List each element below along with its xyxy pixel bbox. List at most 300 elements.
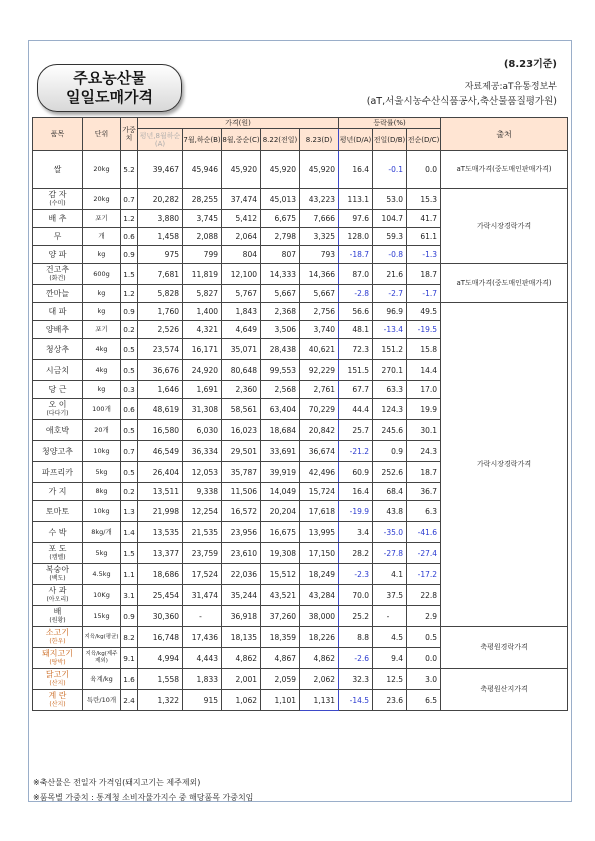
item-weight: 0.9 <box>121 246 138 264</box>
item-name <box>33 246 83 264</box>
cell-d: 18,249 <box>300 564 339 585</box>
cell-r1: 16.4 <box>339 483 373 501</box>
cell-p: 16,675 <box>261 522 300 543</box>
cell-r1: 67.7 <box>339 381 373 399</box>
cell-b: 23,759 <box>183 543 222 564</box>
cell-d: 4,862 <box>300 648 339 669</box>
item-unit: 20kg <box>83 151 121 189</box>
item-unit: 10kg <box>83 441 121 462</box>
item-name-sub: (탕박) <box>49 659 66 666</box>
cell-r1: 70.0 <box>339 585 373 606</box>
cell-a: 26,404 <box>138 462 183 483</box>
cell-r3: 36.7 <box>407 483 441 501</box>
item-weight: 0.6 <box>121 228 138 246</box>
cell-c: 1,062 <box>222 690 261 711</box>
cell-r2: 96.9 <box>373 303 407 321</box>
item-name <box>33 228 83 246</box>
cell-r2: 252.6 <box>373 462 407 483</box>
item-name <box>33 285 83 303</box>
item-name <box>33 648 83 669</box>
cell-b: 1,400 <box>183 303 222 321</box>
cell-d: 14,366 <box>300 264 339 285</box>
cell-b: 2,088 <box>183 228 222 246</box>
cell-c: 16,023 <box>222 420 261 441</box>
cell-c: 2,064 <box>222 228 261 246</box>
item-name-main: 깐마늘 <box>45 289 70 298</box>
cell-c: 18,135 <box>222 627 261 648</box>
item-name-main: 애호박 <box>45 425 70 435</box>
item-weight: 0.9 <box>121 303 138 321</box>
cell-r2: 124.3 <box>373 399 407 420</box>
item-unit: 5kg <box>83 543 121 564</box>
item-weight: 0.9 <box>121 606 138 627</box>
item-unit: 포기 <box>83 210 121 228</box>
item-name-sub: (수미) <box>49 200 66 207</box>
cell-r2: 53.0 <box>373 189 407 210</box>
cell-a: 1,646 <box>138 381 183 399</box>
cell-r2: 63.3 <box>373 381 407 399</box>
cell-b: 9,338 <box>183 483 222 501</box>
item-name-sub: (산지) <box>49 680 66 687</box>
source-note: 축평원산지가격 <box>441 669 568 711</box>
cell-d: 7,666 <box>300 210 339 228</box>
cell-a: 1,322 <box>138 690 183 711</box>
cell-r1: 3.4 <box>339 522 373 543</box>
item-name <box>33 627 83 648</box>
item-name-main: 시금치 <box>45 365 70 375</box>
item-unit: 20kg <box>83 189 121 210</box>
cell-r3: 17.0 <box>407 381 441 399</box>
cell-c: 804 <box>222 246 261 264</box>
cell-r2: 151.2 <box>373 339 407 360</box>
item-name-main: 건고추 <box>45 265 70 274</box>
cell-r1: 16.4 <box>339 151 373 189</box>
cell-r1: 28.2 <box>339 543 373 564</box>
cell-p: 3,506 <box>261 321 300 339</box>
cell-r3: -1.3 <box>407 246 441 264</box>
item-unit: 지육/kg(제주제외) <box>83 648 121 669</box>
item-name-main: 닭고기 <box>45 670 70 679</box>
cell-a: 16,580 <box>138 420 183 441</box>
item-name <box>33 210 83 228</box>
item-unit: 15kg <box>83 606 121 627</box>
item-name-sub: (백도) <box>49 575 66 582</box>
cell-r3: 18.7 <box>407 264 441 285</box>
cell-c: 1,843 <box>222 303 261 321</box>
cell-r3: -27.4 <box>407 543 441 564</box>
cell-c: 16,572 <box>222 501 261 522</box>
item-weight: 3.1 <box>121 585 138 606</box>
item-unit: 4kg <box>83 360 121 381</box>
item-name <box>33 462 83 483</box>
cell-b: 21,535 <box>183 522 222 543</box>
cell-a: 7,681 <box>138 264 183 285</box>
cell-p: 63,404 <box>261 399 300 420</box>
cell-c: 45,920 <box>222 151 261 189</box>
cell-a: 20,282 <box>138 189 183 210</box>
cell-p: 807 <box>261 246 300 264</box>
cell-r1: 113.1 <box>339 189 373 210</box>
table-row <box>33 303 568 321</box>
cell-a: 4,994 <box>138 648 183 669</box>
cell-d: 15,724 <box>300 483 339 501</box>
cell-d: 43,284 <box>300 585 339 606</box>
cell-d: 3,740 <box>300 321 339 339</box>
cell-d: 38,000 <box>300 606 339 627</box>
cell-b: 24,920 <box>183 360 222 381</box>
item-name-main: 파프리카 <box>42 467 73 477</box>
cell-c: 35,244 <box>222 585 261 606</box>
cell-b: 4,443 <box>183 648 222 669</box>
cell-a: 5,828 <box>138 285 183 303</box>
item-weight: 0.3 <box>121 381 138 399</box>
item-name <box>33 543 83 564</box>
item-weight: 1.3 <box>121 501 138 522</box>
cell-c: 35,787 <box>222 462 261 483</box>
col-item: 품목 <box>33 118 83 151</box>
item-name-main: 돼지고기 <box>42 649 73 658</box>
source-line-1: 자료제공:aT유통정보부 <box>464 82 557 92</box>
cell-r2: 12.5 <box>373 669 407 690</box>
cell-p: 14,049 <box>261 483 300 501</box>
cell-d: 5,667 <box>300 285 339 303</box>
item-name-main: 가 지 <box>48 487 67 496</box>
item-unit: 지육/kg(평균) <box>83 627 121 648</box>
cell-d: 36,674 <box>300 441 339 462</box>
item-weight: 0.7 <box>121 441 138 462</box>
cell-r1: -2.6 <box>339 648 373 669</box>
item-name <box>33 339 83 360</box>
item-unit: 포기 <box>83 321 121 339</box>
item-name-main: 수 박 <box>48 527 67 537</box>
cell-p: 6,675 <box>261 210 300 228</box>
item-weight: 1.5 <box>121 264 138 285</box>
cell-r1: 128.0 <box>339 228 373 246</box>
cell-p: 99,553 <box>261 360 300 381</box>
col-chg-dec: 전순(D/C) <box>407 129 441 151</box>
item-weight: 9.1 <box>121 648 138 669</box>
col-unit: 단위 <box>83 118 121 151</box>
cell-a: 30,360 <box>138 606 183 627</box>
cell-r3: 0.5 <box>407 627 441 648</box>
cell-d: 20,842 <box>300 420 339 441</box>
item-unit: kg <box>83 303 121 321</box>
item-unit: 10kg <box>83 501 121 522</box>
cell-p: 18,684 <box>261 420 300 441</box>
item-name-main: 사 과 <box>48 586 67 595</box>
cell-p: 4,867 <box>261 648 300 669</box>
cell-c: 58,561 <box>222 399 261 420</box>
cell-r3: 14.4 <box>407 360 441 381</box>
item-name <box>33 483 83 501</box>
cell-p: 14,333 <box>261 264 300 285</box>
cell-r1: 25.2 <box>339 606 373 627</box>
cell-a: 2,526 <box>138 321 183 339</box>
item-name-main: 청상추 <box>45 344 70 354</box>
cell-c: 29,501 <box>222 441 261 462</box>
cell-b: 3,745 <box>183 210 222 228</box>
cell-r1: -21.2 <box>339 441 373 462</box>
cell-c: 12,100 <box>222 264 261 285</box>
item-unit: 10Kg <box>83 585 121 606</box>
cell-c: 36,918 <box>222 606 261 627</box>
cell-r1: 87.0 <box>339 264 373 285</box>
col-price-avg: 평년,8월하순(A) <box>138 129 183 151</box>
cell-b: 5,827 <box>183 285 222 303</box>
cell-r1: 25.7 <box>339 420 373 441</box>
cell-r1: 60.9 <box>339 462 373 483</box>
item-name <box>33 585 83 606</box>
item-unit: 600g <box>83 264 121 285</box>
cell-p: 5,667 <box>261 285 300 303</box>
cell-r2: 0.9 <box>373 441 407 462</box>
cell-d: 3,325 <box>300 228 339 246</box>
item-name-main: 배 <box>53 607 62 616</box>
cell-r1: 151.5 <box>339 360 373 381</box>
cell-r1: -18.7 <box>339 246 373 264</box>
cell-c: 5,412 <box>222 210 261 228</box>
cell-d: 1,131 <box>300 690 339 711</box>
cell-r3: 3.0 <box>407 669 441 690</box>
item-name <box>33 151 83 189</box>
cell-r1: -2.3 <box>339 564 373 585</box>
cell-d: 2,062 <box>300 669 339 690</box>
price-table <box>32 117 568 711</box>
cell-r3: 6.3 <box>407 501 441 522</box>
cell-p: 45,013 <box>261 189 300 210</box>
cell-r1: 44.4 <box>339 399 373 420</box>
cell-d: 17,150 <box>300 543 339 564</box>
cell-d: 40,621 <box>300 339 339 360</box>
cell-r2: 21.6 <box>373 264 407 285</box>
cell-r1: -2.8 <box>339 285 373 303</box>
cell-c: 23,610 <box>222 543 261 564</box>
item-name-main: 감 자 <box>48 190 67 199</box>
item-name-sub: (산지) <box>49 701 66 708</box>
cell-b: 28,255 <box>183 189 222 210</box>
item-name-sub: (원황) <box>49 617 66 624</box>
cell-c: 23,956 <box>222 522 261 543</box>
cell-r1: -14.5 <box>339 690 373 711</box>
cell-b: 31,474 <box>183 585 222 606</box>
item-weight: 8.2 <box>121 627 138 648</box>
cell-r2: 245.6 <box>373 420 407 441</box>
item-name-main: 양 파 <box>48 250 67 259</box>
item-weight: 2.4 <box>121 690 138 711</box>
item-weight: 0.5 <box>121 339 138 360</box>
item-name <box>33 303 83 321</box>
cell-r2: 9.4 <box>373 648 407 669</box>
item-name-main: 오 이 <box>48 400 67 409</box>
cell-r3: 61.1 <box>407 228 441 246</box>
item-unit: 8kg/개 <box>83 522 121 543</box>
cell-p: 43,521 <box>261 585 300 606</box>
cell-p: 20,204 <box>261 501 300 522</box>
item-name-main: 복숭아 <box>45 565 70 574</box>
cell-c: 5,767 <box>222 285 261 303</box>
cell-b: 17,524 <box>183 564 222 585</box>
cell-b: 36,334 <box>183 441 222 462</box>
cell-p: 2,798 <box>261 228 300 246</box>
item-name-main: 배 추 <box>48 214 67 223</box>
col-source: 출처 <box>441 118 568 151</box>
col-price-group: 가격(원) <box>138 118 339 129</box>
cell-r3: 15.3 <box>407 189 441 210</box>
item-name-sub: (캠벨) <box>49 554 66 561</box>
item-weight: 1.6 <box>121 669 138 690</box>
cell-r2: 4.5 <box>373 627 407 648</box>
col-price-today: 8.23(D) <box>300 129 339 151</box>
item-name <box>33 441 83 462</box>
cell-r3: 41.7 <box>407 210 441 228</box>
cell-r2: 37.5 <box>373 585 407 606</box>
cell-a: 1,760 <box>138 303 183 321</box>
cell-d: 70,229 <box>300 399 339 420</box>
cell-d: 2,761 <box>300 381 339 399</box>
cell-p: 37,260 <box>261 606 300 627</box>
cell-b: 16,171 <box>183 339 222 360</box>
source-note: 축평원경락가격 <box>441 627 568 669</box>
cell-r3: 6.5 <box>407 690 441 711</box>
source-note: 가락시장경락가격 <box>441 189 568 264</box>
cell-p: 39,919 <box>261 462 300 483</box>
item-name <box>33 381 83 399</box>
cell-p: 19,308 <box>261 543 300 564</box>
item-unit: 100개 <box>83 399 121 420</box>
item-name <box>33 564 83 585</box>
cell-r2: -0.8 <box>373 246 407 264</box>
item-name <box>33 606 83 627</box>
cell-r2: 270.1 <box>373 360 407 381</box>
cell-r3: 30.1 <box>407 420 441 441</box>
item-weight: 0.2 <box>121 483 138 501</box>
cell-b: 17,436 <box>183 627 222 648</box>
item-name-main: 쌀 <box>53 165 62 174</box>
item-name-main: 양배추 <box>45 325 70 334</box>
cell-p: 28,438 <box>261 339 300 360</box>
cell-r3: -1.7 <box>407 285 441 303</box>
cell-b: 799 <box>183 246 222 264</box>
item-name <box>33 501 83 522</box>
cell-r3: -41.6 <box>407 522 441 543</box>
cell-r2: 23.6 <box>373 690 407 711</box>
cell-b: 31,308 <box>183 399 222 420</box>
cell-r2: 59.3 <box>373 228 407 246</box>
table-row <box>33 151 568 189</box>
table-row <box>33 264 568 285</box>
cell-p: 15,512 <box>261 564 300 585</box>
cell-d: 13,995 <box>300 522 339 543</box>
cell-r3: 24.3 <box>407 441 441 462</box>
cell-c: 4,862 <box>222 648 261 669</box>
item-name-main: 청양고추 <box>42 446 73 456</box>
col-chg-avg: 평년(D/A) <box>339 129 373 151</box>
cell-p: 2,568 <box>261 381 300 399</box>
item-weight: 0.5 <box>121 420 138 441</box>
item-weight: 1.2 <box>121 285 138 303</box>
cell-a: 39,467 <box>138 151 183 189</box>
item-weight: 0.6 <box>121 399 138 420</box>
cell-a: 25,454 <box>138 585 183 606</box>
item-unit: 8kg <box>83 483 121 501</box>
cell-r1: 8.8 <box>339 627 373 648</box>
item-name <box>33 264 83 285</box>
cell-r2: -27.8 <box>373 543 407 564</box>
source-line-2: (aT,서울시농수산식품공사,축산물품질평가원) <box>366 96 557 107</box>
cell-r1: -19.9 <box>339 501 373 522</box>
item-unit: 20개 <box>83 420 121 441</box>
item-name <box>33 669 83 690</box>
cell-d: 18,226 <box>300 627 339 648</box>
cell-b: 11,819 <box>183 264 222 285</box>
cell-r1: 72.3 <box>339 339 373 360</box>
item-name <box>33 420 83 441</box>
cell-r2: -35.0 <box>373 522 407 543</box>
col-weight: 가중치 <box>121 118 138 151</box>
cell-a: 23,574 <box>138 339 183 360</box>
cell-d: 43,223 <box>300 189 339 210</box>
item-name-sub: (한우) <box>49 638 66 645</box>
item-unit: 4.5kg <box>83 564 121 585</box>
cell-d: 45,920 <box>300 151 339 189</box>
date-basis: (8.23기준) <box>503 59 557 70</box>
cell-b: 12,053 <box>183 462 222 483</box>
title-line-2: 일일도매가격 <box>66 88 153 106</box>
cell-d: 92,229 <box>300 360 339 381</box>
cell-r2: 104.7 <box>373 210 407 228</box>
cell-r1: 32.3 <box>339 669 373 690</box>
cell-p: 2,059 <box>261 669 300 690</box>
item-weight: 1.1 <box>121 564 138 585</box>
source-note: aT도매가격(중도매인판매가격) <box>441 151 568 189</box>
col-change-group: 등락률(%) <box>339 118 441 129</box>
source-note: aT도매가격(중도매인판매가격) <box>441 264 568 303</box>
item-name-main: 소고기 <box>45 628 70 637</box>
cell-a: 46,549 <box>138 441 183 462</box>
cell-r3: 49.5 <box>407 303 441 321</box>
cell-a: 18,686 <box>138 564 183 585</box>
cell-r3: 18.7 <box>407 462 441 483</box>
cell-c: 2,360 <box>222 381 261 399</box>
cell-c: 11,506 <box>222 483 261 501</box>
cell-b: 45,946 <box>183 151 222 189</box>
item-unit: kg <box>83 246 121 264</box>
cell-r3: 15.8 <box>407 339 441 360</box>
table-row <box>33 189 568 210</box>
item-unit: 개 <box>83 228 121 246</box>
item-name-main: 계 란 <box>48 691 67 700</box>
cell-a: 36,676 <box>138 360 183 381</box>
item-name-main: 포 도 <box>48 544 67 553</box>
item-name <box>33 522 83 543</box>
item-unit: 특란/10개 <box>83 690 121 711</box>
cell-b: 1,691 <box>183 381 222 399</box>
cell-r1: 97.6 <box>339 210 373 228</box>
table-row <box>33 669 568 690</box>
item-weight: 5.2 <box>121 151 138 189</box>
cell-a: 1,558 <box>138 669 183 690</box>
table-row <box>33 627 568 648</box>
title-badge <box>37 64 182 112</box>
item-name-main: 대 파 <box>48 307 67 316</box>
item-name-main: 토마토 <box>45 506 70 516</box>
cell-r2: -13.4 <box>373 321 407 339</box>
cell-r3: -19.5 <box>407 321 441 339</box>
item-weight: 1.5 <box>121 543 138 564</box>
item-unit: 육계/kg <box>83 669 121 690</box>
cell-c: 22,036 <box>222 564 261 585</box>
item-name-sub: (화건) <box>49 275 66 282</box>
